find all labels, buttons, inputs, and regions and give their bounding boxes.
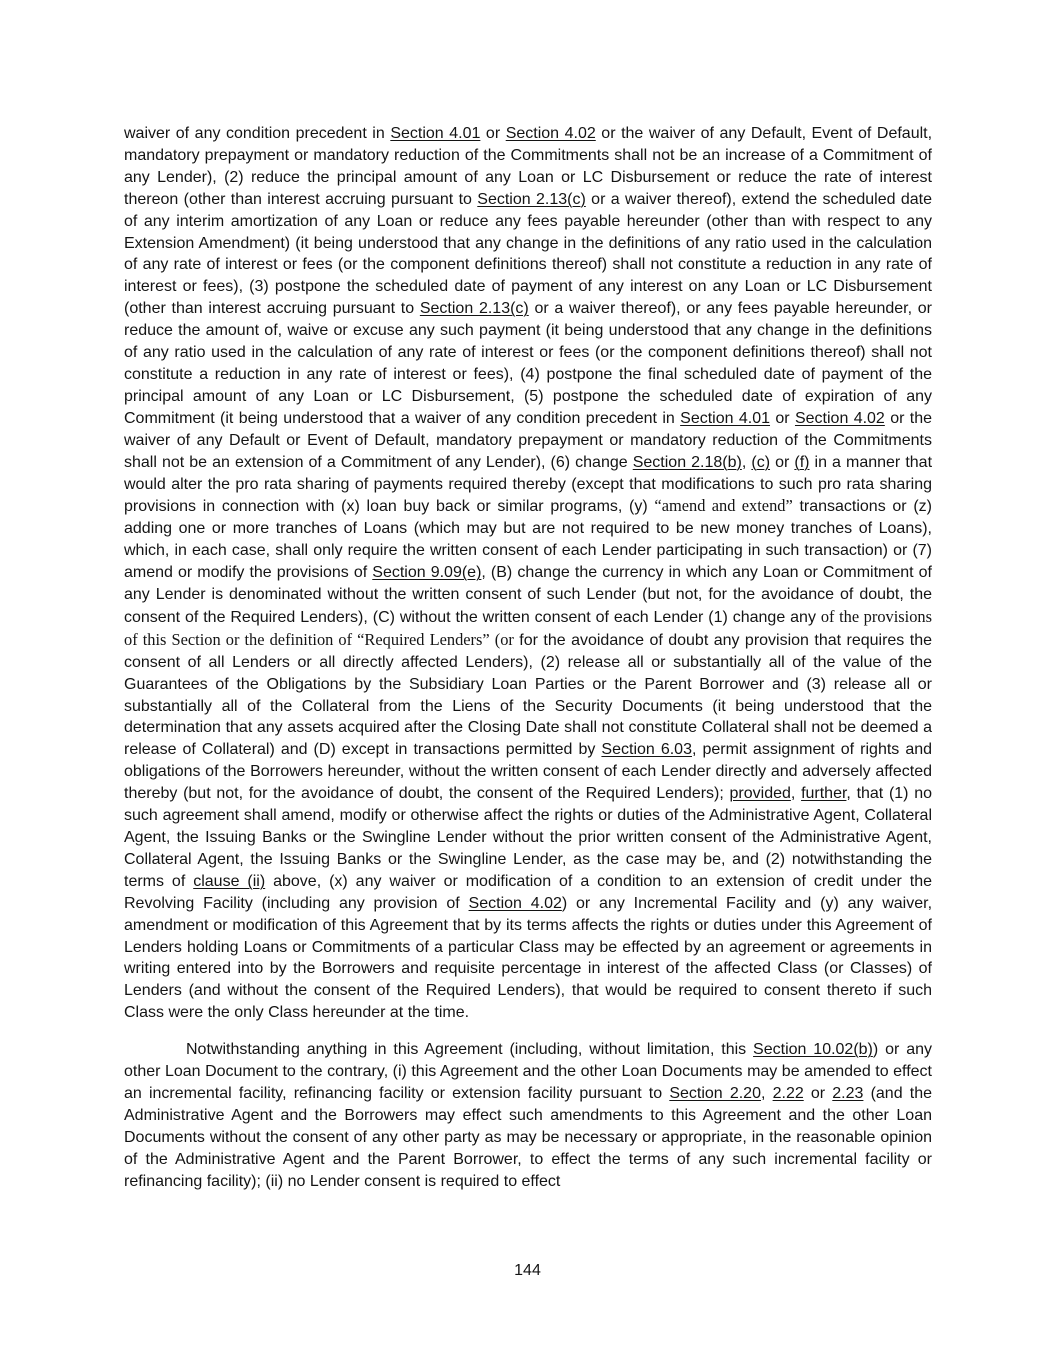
body-text-run: or a waiver thereof), extend the scheduled date of any interim amortization of any Loan or reduce any fees payable hereunder (other than with respect to any Extension Amendment) (it being understood that any change in the definitions of any ratio used in the calculation of any rate of interest or fees (or the component definitions thereof) shall not constitute a reduction in any rate of interest or fees), (3) postpone the scheduled date of payment of any interest on any Loan or LC Disbursement (other than interest accruing pursuant to [124, 190, 933, 318]
section-reference[interactable]: further [801, 785, 847, 803]
body-text-run: , [741, 453, 752, 471]
section-reference[interactable]: Section 4.02 [468, 894, 562, 912]
body-text-run: waiver of any condition precedent in [124, 125, 391, 142]
section-reference[interactable]: Section 4.01 [390, 125, 481, 142]
document-body [124, 123, 932, 1193]
section-reference[interactable]: Section 2.13(c) [419, 300, 529, 318]
body-text-run: or the waiver of any Default, Event of Default, mandatory prepayment or mandatory reduction of the Commitments shall not be an increase of a Commitment of any Lender), (2) reduce the principal amount of any Loan or LC Disbursement or reduce the rate of interest thereon (other than interest accruing pursuant to [124, 125, 933, 208]
section-reference[interactable]: Section 2.13(c) [477, 190, 586, 208]
body-text-run: for the avoidance of doubt any provision that requires the consent of all Lenders or all directly affected Lenders), (2) release all or substantially all of the value of the Guarantees of the Obligations by the Subsidiary Loan Parties or the Parent Borrower and (3) release all or substantially all of the Collateral from the Liens of the Security Documents (it being understood that the determination that any assets acquired after the Closing Date shall not constitute Collateral shall not be deemed a release of Collateral) and (D) except in transactions permitted by [124, 631, 932, 759]
section-reference[interactable]: Section 4.02 [794, 409, 885, 427]
body-text-run: (and the Administrative Agent and the Borrowers may effect such amendments to this Agreement and the other Loan Documents without the consent of any other party as may be necessary or appropriate, in the reasonable opinion of the Administrative Agent and the Parent Borrower, to effect the terms of any such incremental facility or refinancing facility); (ii) no Lender consent is required to effect [124, 1084, 933, 1190]
paragraph [124, 1039, 932, 1192]
section-reference[interactable]: (c) [751, 453, 771, 471]
body-text-run: or a waiver thereof), or any fees payable hereunder, or reduce the amount of, waive or excuse any such payment (it being understood that any change in the definitions of any ratio used in the calculation of any rate of interest or fees (or the component definitions thereof) shall not constitute a reduction in any rate of interest or fees), (4) postpone the final scheduled date of payment of the principal amount of any Loan or LC Disbursement, (5) postpone the scheduled date of expiration of any Commitment (it being understood that a waiver of any condition precedent in [124, 300, 932, 427]
body-text-run: , [760, 1084, 773, 1102]
body-text-run: transactions or (z) adding one or more tranches of Loans (which may but are not required to be new money tranches of Loans), which, in each case, shall only require the written consent of each Lender participating in such transaction) or (7) amend or modify the provisions of [124, 498, 932, 582]
quoted-text: “amend and extend” [654, 496, 793, 516]
body-text-run: or [770, 453, 795, 471]
body-text-run: , that (1) no such agreement shall amend, modify or otherwise affect the rights or duties of the Administrative Agent, Collateral Agent, the Issuing Banks or the Swingline Lender without the prior written consent of the Administrative Agent, Collateral Agent, the Issuing Banks or the Swingline Lender, as the case may be, and (2) notwithstanding the terms of [124, 785, 933, 890]
section-reference[interactable]: 2.22 [772, 1084, 804, 1102]
paragraph [124, 123, 932, 1024]
section-reference[interactable]: Section 2.20 [669, 1084, 761, 1102]
body-text-run: above, (x) any waiver or modification of a condition to an extension of credit under the Revolving Facility (including any provision of [124, 872, 932, 912]
body-text-run: or the waiver of any Default or Event of Default, mandatory prepayment or mandatory reduction of the Commitments shall not be an extension of a Commitment of any Lender), (6) change [124, 409, 933, 471]
page-number: 144 [514, 1262, 541, 1279]
body-text-run: , (B) change the currency in which any Loan or Commitment of any Lender is denominated without the written consent of such Lender (but not, for the avoidance of doubt, the consent of the Required Lenders), (C) without the written consent of each Lender (1) change any [124, 564, 932, 626]
body-text-run: or [480, 125, 506, 142]
section-reference[interactable]: Section 4.01 [680, 409, 771, 427]
body-text-run: ) or any Incremental Facility and (y) any waiver, amendment or modification of this Agreement that by its terms affects the rights or duties under this Agreement of Lenders holding Loans or Commitments of a particular Class may be effected by an agreement or agreements in writing entered into by the Borrowers and requisite percentage in interest of the affected Class (or Classes) of Lenders (and without the consent of the Required Lenders), that would be required to consent thereto if such Class were the only Class hereunder at the time. [124, 894, 933, 1022]
body-text-run: , permit assignment of rights and obligations of the Borrowers hereunder, without the written consent of each Lender directly and adversely affected thereby (but not, for the avoidance of doubt, the consent of the Required Lenders); [124, 741, 933, 803]
section-reference[interactable]: Section 9.09(e) [372, 564, 482, 582]
section-reference[interactable]: (f) [794, 453, 810, 471]
section-reference[interactable]: Section 10.02(b) [753, 1041, 873, 1059]
section-reference[interactable]: Section 2.18(b) [632, 453, 742, 471]
section-reference[interactable]: Section 6.03 [601, 741, 692, 759]
body-text-run: Notwithstanding anything in this Agreement (including, without limitation, this [186, 1041, 754, 1059]
section-reference[interactable]: Section 4.02 [505, 125, 596, 142]
body-text-run: in a manner that would alter the pro rata sharing of payments required thereby (except that modifications to such pro rata sharing provisions in connection with (x) loan buy back or similar programs, (y) [124, 453, 933, 516]
section-reference[interactable]: clause (ii) [193, 872, 266, 890]
body-text-run: or [770, 409, 795, 427]
quoted-text: of the provisions of this Section or the definition of “Required Lenders” (or [124, 606, 932, 649]
body-text-run: ) or any other Loan Document to the contrary, (i) this Agreement and the other Loan Documents may be amended to effect an incremental facility, refinancing facility or extension facility pursuant to [124, 1041, 932, 1102]
body-text-run: or [803, 1084, 833, 1102]
section-reference[interactable]: provided [729, 785, 791, 803]
body-text-run: , [790, 785, 802, 803]
section-reference[interactable]: 2.23 [832, 1084, 864, 1102]
